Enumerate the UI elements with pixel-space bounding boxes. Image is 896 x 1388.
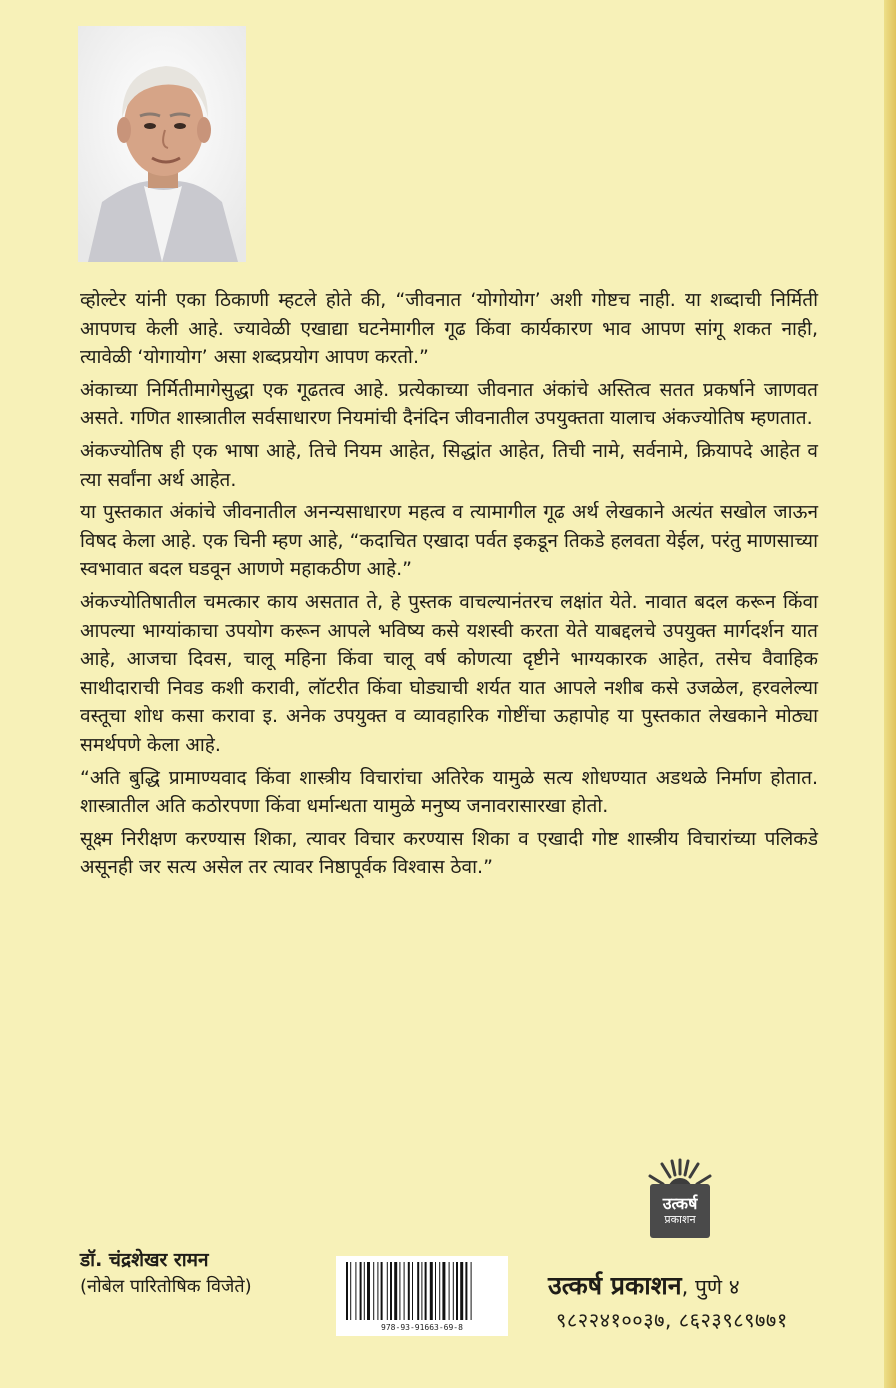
barcode-bar — [350, 1262, 351, 1320]
quote-author-name: डॉ. चंद्रशेखर रामन — [80, 1249, 209, 1271]
barcode-bar — [421, 1262, 422, 1320]
logo-line-utkarsh: उत्कर्ष — [662, 1194, 698, 1213]
paragraph-raman-quote-end: सूक्ष्म निरीक्षण करण्यास शिका, त्यावर विचार करण्यास शिका व एखादी गोष्ट शास्त्रीय विचारांच्या पलिकडे असूनही जर सत्य असेल तर त्यावर निष्ठापूर्वक विश्वास ठेवा.” — [80, 827, 818, 879]
barcode-bar — [453, 1262, 454, 1320]
barcode-bar — [412, 1262, 413, 1320]
blurb-text — [80, 286, 818, 886]
isbn-number: 978-93-91663-69-8 — [381, 1323, 463, 1332]
book-spine-edge — [884, 0, 896, 1388]
barcode-bar — [404, 1262, 405, 1320]
publisher-city: , पुणे ४ — [681, 1275, 740, 1299]
paragraph-book-benefits: अंकज्योतिषातील चमत्कार काय असतात ते, हे पुस्तक वाचल्यानंतरच लक्षांत येते. नावात बदल करून किंवा आपल्या भाग्यांकाचा उपयोग करून आपले भविष्य कसे यशस्वी करता येते याबद्दलचे उपयुक्त मार्गदर्शन यात आहे, आजचा दिवस, चालू महिना किंवा चालू वर्ष कोणत्या दृष्टीने भाग्यकारक आहेत, तसेच वैवाहिक साथीदाराची निवड कशी करावी, लॉटरीत किंवा घोड्याची शर्यत यात आपले नशीब कसे उजळेल, हरवलेल्या वस्तूचा शोध कसा करावा इ. अनेक उपयुक्त व व्यावहारिक गोष्टींचा ऊहापोह या पुस्तकात लेखकाने मोठ्या समर्थपणे केला आहे. — [80, 590, 818, 756]
paragraph-voltaire-quote: व्होल्टेर यांनी एका ठिकाणी म्हटले होते की, “जीवनात ‘योगोयोग’ अशी गोष्टच नाही. या शब्दाची निर्मिती आपणच केली आहे. ज्यावेळी एखाद्या घटनेमागील गूढ किंवा कार्यकारण भाव आपण सांगू शकत नाही, त्यावेळी ‘योगायोग’ असा शब्दप्रयोग आपण करतो.” — [80, 289, 818, 369]
publisher-name-text: उत्कर्ष प्रकाशन — [548, 1271, 682, 1300]
barcode-bar — [387, 1262, 388, 1320]
barcode-icon — [342, 1262, 502, 1320]
paragraph-numerology-language: अंकज्योतिष ही एक भाषा आहे, तिचे नियम आहेत, सिद्धांत आहेत, तिची नामे, सर्वनामे, क्रियापदे आहेत व त्या सर्वांना अर्थ आहेत. — [80, 439, 818, 491]
publisher-phones: ९८२२४१००३७, ८६२३९८९७७१ — [556, 1308, 788, 1332]
barcode-bar — [394, 1262, 397, 1320]
barcode-bar — [364, 1262, 365, 1320]
barcode-bar — [373, 1262, 374, 1320]
barcode-bar — [430, 1262, 433, 1320]
barcode-bar — [425, 1262, 427, 1320]
publisher-name — [548, 1268, 740, 1302]
barcode-bar — [456, 1262, 458, 1320]
barcode-bar — [460, 1262, 463, 1320]
paragraph-numerology-mystery: अंकाच्या निर्मितीमागेसुद्धा एक गूढतत्व आहे. प्रत्येकाच्या जीवनात अंकांचे अस्तित्व सतत प्रकर्षाने जाणवत असते. गणित शास्त्रातील सर्वसाधारण नियमांची दैनंदिन जीवनातील उपयुक्तता यालाच अंकज्योतिष म्हणतात. — [80, 378, 818, 430]
logo-line-prakashan: प्रकाशन — [664, 1213, 696, 1226]
logo-text-box — [650, 1184, 710, 1238]
barcode-bar — [399, 1262, 400, 1320]
barcode-bar — [367, 1262, 370, 1320]
barcode-bar — [355, 1262, 356, 1320]
barcode-bar — [381, 1262, 383, 1320]
barcode-bar — [439, 1262, 440, 1320]
quote-author-title: (नोबेल पारितोषिक विजेते) — [80, 1276, 252, 1297]
paragraph-raman-quote: “अति बुद्धि प्रामाण्यवाद किंवा शास्त्रीय विचारांचा अतिरेक यामुळे सत्य शोधण्यात अडथळे निर्माण होतात. शास्त्रातील अति कठोरपणा किंवा धर्मान्धता यामुळे मनुष्य जनावरासारखा होतो. — [80, 766, 818, 818]
barcode-bar — [417, 1262, 419, 1320]
barcode-bar — [408, 1262, 410, 1320]
barcode-bar — [449, 1262, 450, 1320]
isbn-barcode — [336, 1256, 508, 1336]
barcode-bar — [346, 1262, 348, 1320]
barcode-bar — [465, 1262, 467, 1320]
barcode-bar — [390, 1262, 392, 1320]
author-portrait-icon — [78, 26, 246, 262]
barcode-bar — [377, 1262, 378, 1320]
barcode-bar — [435, 1262, 436, 1320]
barcode-bar — [471, 1262, 472, 1320]
publisher-logo — [644, 1156, 716, 1244]
author-photo — [78, 26, 246, 262]
paragraph-book-summary: या पुस्तकात अंकांचे जीवनातील अनन्यसाधारण महत्व व त्यामागील गूढ अर्थ लेखकाने अत्यंत सखोल जाऊन विषद केला आहे. एक चिनी म्हण आहे, “कदाचित एखादा पर्वत इकडून तिकडे हलवता येईल, परंतु माणसाच्या स्वभावात बदल घडवून आणणे महाकठीण आहे.” — [80, 501, 818, 581]
barcode-bar — [360, 1262, 362, 1320]
barcode-bar — [442, 1262, 445, 1320]
